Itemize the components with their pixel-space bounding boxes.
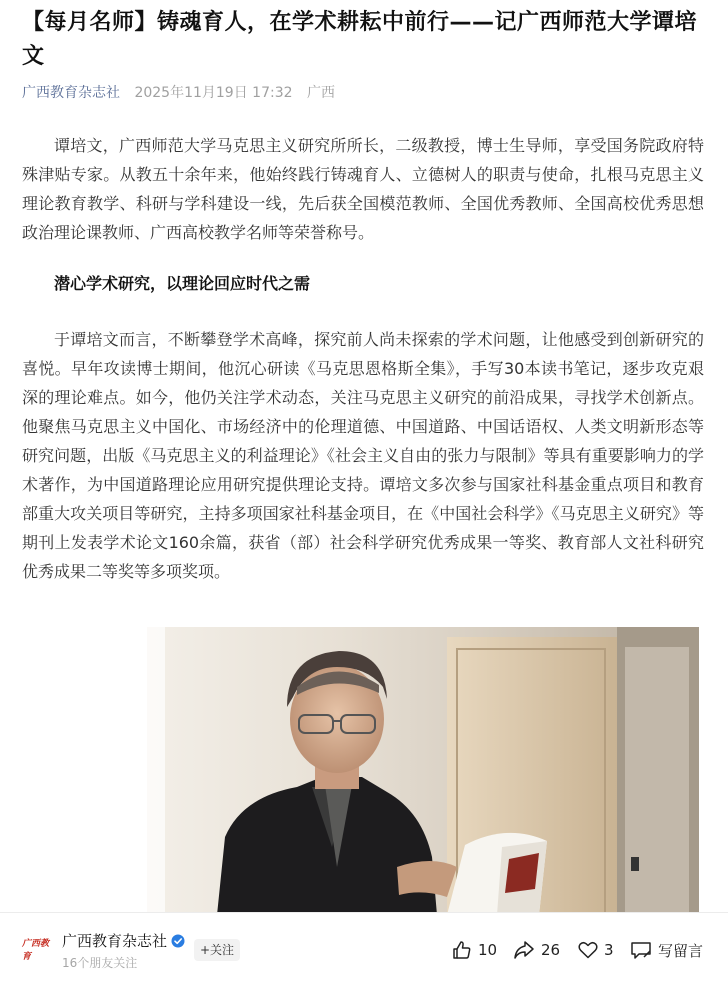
- thumbs-up-icon: [452, 940, 472, 960]
- article-title: 【每月名师】铸魂育人，在学术耕耘中前行——记广西师范大学谭培文: [22, 10, 698, 69]
- article-paragraph: 于谭培文而言，不断攀登学术高峰，探究前人尚未探索的学术问题，让他感受到创新研究的喜悦。早年攻读博士期间，他沉心研读《马克思恩格斯全集》，手写30本读书笔记，逐步攻克艰深的理论难点。如今，他仍关注学术动态，关注马克思主义研究的前沿成果，寻找学术创新点。他聚焦马克思主义中国化、市场经济中的伦理道德、中国道路、中国话语权、人类文明新形态等研究问题，出版《马克思主义的利益理论》《社会主义自由的张力与限制》等具有重要影响力的学术著作，为中国道路理论应用研究提供理论支持。谭培文多次参与国家社科基金重点项目和教育部重大攻关项目等研究，主持多项国家社科基金项目，在《中国社会科学》《马克思主义研究》等期刊上发表学术论文160余篇，获省（部）社会科学研究优秀成果一等奖、教育部人文社科研究优秀成果二等奖等多项奖项。: [22, 330, 704, 581]
- bottom-action-bar: [0, 912, 728, 983]
- article-subheading: 潜心学术研究，以理论回应时代之需: [54, 274, 311, 293]
- heart-icon: [578, 941, 598, 959]
- article-source-link[interactable]: 广西教育杂志社: [22, 85, 120, 101]
- follow-button[interactable]: +关注: [194, 939, 240, 961]
- share-arrow-icon: [513, 940, 535, 960]
- favorite-count: 3: [604, 941, 614, 959]
- account-logo[interactable]: [22, 937, 56, 961]
- comment-icon: [630, 940, 652, 960]
- article-region: 广西: [306, 85, 335, 101]
- share-count: 26: [541, 941, 561, 959]
- article-photo: [147, 627, 699, 912]
- account-logo-text: 广西教育: [22, 939, 50, 962]
- like-count: 10: [478, 941, 498, 959]
- favorite-button[interactable]: [578, 939, 614, 961]
- like-button[interactable]: [452, 939, 497, 961]
- comment-button[interactable]: [630, 939, 703, 961]
- article-date: 2025年11月19日 17:32: [134, 85, 293, 101]
- account-name-text: 广西教育杂志社: [62, 932, 168, 950]
- comment-label: 写留言: [658, 941, 704, 960]
- article-meta: [22, 82, 335, 104]
- account-name[interactable]: [62, 931, 185, 951]
- article-paragraph: 谭培文，广西师范大学马克思主义研究所所长，二级教授，博士生导师，享受国务院政府特殊津贴专家。从教五十余年来，他始终践行铸魂育人、立德树人的职责与使命，扎根马克思主义理论教育教学、科研与学科建设一线，先后获全国模范教师、全国优秀教师、全国高校优秀思想政治理论课教师、广西高校教学名师等荣誉称号。: [22, 136, 704, 242]
- share-button[interactable]: [513, 939, 560, 961]
- friends-following-count: 16个朋友关注: [62, 956, 138, 970]
- photo-illustration: [147, 627, 699, 912]
- verified-badge-icon: [171, 934, 185, 948]
